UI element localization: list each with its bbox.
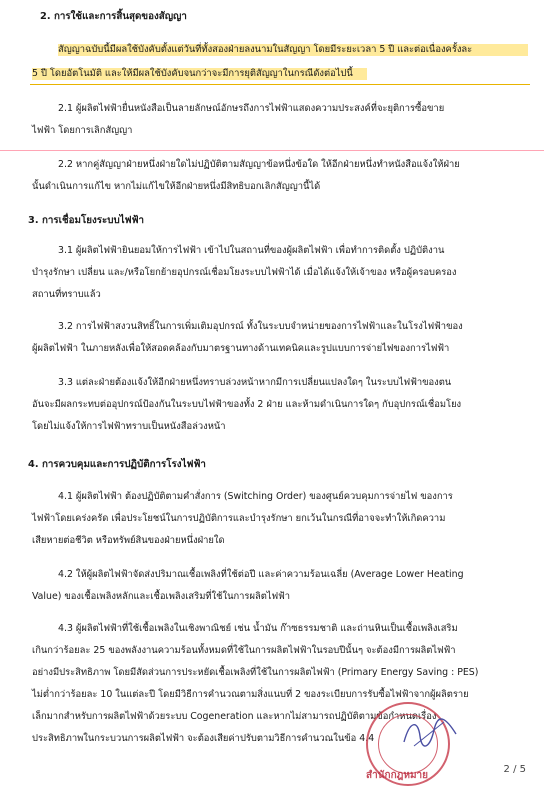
page-number: 2 / 5 — [503, 764, 526, 775]
stamp-label: สำนักกฎหมาย — [366, 770, 429, 781]
clause-2-1-line-1: 2.1 ผู้ผลิตไฟฟ้ายื่นหนังสือเป็นลายลักษณ์อักษรถึงการไฟฟ้าแสดงความประสงค์ที่จะยุติการซื้อขาย — [58, 103, 445, 114]
clause-4-2-line-1: 4.2 ให้ผู้ผลิตไฟฟ้าจัดส่งปริมาณเชื้อเพลิงที่ใช้ต่อปี และค่าความร้อนเฉลี่ย (Average Lower Heating — [58, 569, 464, 580]
clause-4-3-line-5: เล็กมากสำหรับการผลิตไฟฟ้าด้วยระบบ Cogeneration และหากไม่สามารถปฏิบัติตามข้อกำหนดเรื่อง — [32, 711, 437, 722]
signature-scribble — [400, 712, 460, 752]
clause-3-1-line-3: สถานที่ทราบแล้ว — [32, 289, 101, 300]
clause-3-3-line-2: อันจะมีผลกระทบต่ออุปกรณ์ป้องกันในระบบไฟฟ้าของทั้ง 2 ฝ่าย และห้ามดำเนินการใดๆ กับอุปกรณ์เชื่อมโยง — [32, 399, 462, 410]
section-4-heading: 4. การควบคุมและการปฏิบัติการโรงไฟฟ้า — [28, 459, 206, 470]
clause-3-2-line-2: ผู้ผลิตไฟฟ้า ในภายหลังเพื่อให้สอดคล้องกับมาตรฐานทางด้านเทคนิคและรูปแบบการจ่ายไฟของการไฟฟ้า — [32, 343, 450, 354]
section-3-heading: 3. การเชื่อมโยงระบบไฟฟ้า — [28, 215, 145, 226]
clause-4-1-line-2: ไฟฟ้าโดยเคร่งครัด เพื่อประโยชน์ในการปฏิบัติการและบำรุงรักษา ยกเว้นในกรณีที่อาจจะทำให้เกิดความ — [32, 513, 446, 524]
section-2-intro-line-2: 5 ปี โดยอัตโนมัติ และให้มีผลใช้บังคับจนกว่าจะมีการยุติสัญญาในกรณีดังต่อไปนี้ — [32, 68, 353, 79]
clause-4-3-line-4: ไม่ต่ำกว่าร้อยละ 10 ในแต่ละปี โดยมีวิธีการคำนวณตามสิ่งแนบที่ 2 ของระเบียบการรับซื้อไฟฟ้าจากผู้ผลิตราย — [32, 689, 469, 700]
clause-3-1-line-1: 3.1 ผู้ผลิตไฟฟ้ายินยอมให้การไฟฟ้า เข้าไปในสถานที่ของผู้ผลิตไฟฟ้า เพื่อทำการติดตั้ง ปฏิบัติงาน — [58, 245, 445, 256]
clause-3-2-line-1: 3.2 การไฟฟ้าสงวนสิทธิ์ในการเพิ่มเติมอุปกรณ์ ทั้งในระบบจำหน่ายของการไฟฟ้าและในโรงไฟฟ้าของ — [58, 321, 463, 332]
clause-3-3-line-3: โดยไม่แจ้งให้การไฟฟ้าทราบเป็นหนังสือล่วงหน้า — [32, 421, 226, 432]
clause-4-3-line-1: 4.3 ผู้ผลิตไฟฟ้าที่ใช้เชื้อเพลิงในเชิงพาณิชย์ เช่น น้ำมัน ก๊าซธรรมชาติ และถ่านหินเป็นเชื้อเพลิงเสริม — [58, 623, 458, 634]
clause-4-2-line-2: Value) ของเชื้อเพลิงหลักและเชื้อเพลิงเสริมที่ใช้ในการผลิตไฟฟ้า — [32, 591, 291, 602]
section-2-intro-line-1: สัญญาฉบับนี้มีผลใช้บังคับตั้งแต่วันที่ทั้งสองฝ่ายลงนามในสัญญา โดยมีระยะเวลา 5 ปี และต่อเนื่องครั้งละ — [58, 44, 473, 55]
section-2-heading: 2. การใช้และการสิ้นสุดของสัญญา — [40, 11, 187, 22]
clause-3-1-line-2: บำรุงรักษา เปลี่ยน และ/หรือโยกย้ายอุปกรณ์เชื่อมโยงระบบไฟฟ้าได้ เมื่อได้แจ้งให้เจ้าของ หรือผู้ครอบครอง — [32, 267, 457, 278]
clause-3-3-line-1: 3.3 แต่ละฝ่ายต้องแจ้งให้อีกฝ่ายหนึ่งทราบล่วงหน้าหากมีการเปลี่ยนแปลงใดๆ ในระบบไฟฟ้าของตน — [58, 377, 452, 388]
clause-2-2-line-1: 2.2 หากคู่สัญญาฝ่ายหนึ่งฝ่ายใดไม่ปฏิบัติตามสัญญาข้อหนึ่งข้อใด ให้อีกฝ่ายหนึ่งทำหนังสือแจ้งให้ฝ่าย — [58, 159, 460, 170]
clause-4-1-line-1: 4.1 ผู้ผลิตไฟฟ้า ต้องปฏิบัติตามคำสั่งการ (Switching Order) ของศูนย์ควบคุมการจ่ายไฟ ของการ — [58, 491, 453, 502]
pen-underline — [30, 84, 530, 85]
clause-4-3-line-6: ประสิทธิภาพในกระบวนการผลิตไฟฟ้า จะต้องเสียค่าปรับตามวิธีการคำนวณในข้อ 4.4 — [32, 733, 375, 744]
clause-4-3-line-2: เกินกว่าร้อยละ 25 ของพลังงานความร้อนทั้งหมดที่ใช้ในการผลิตไฟฟ้าในรอบปีนั้นๆ จะต้องมีการผลิตไฟฟ้า — [32, 645, 456, 656]
clause-4-3-line-3: อย่างมีประสิทธิภาพ โดยมีสัดส่วนการประหยัดเชื้อเพลิงที่ใช้ในการผลิตไฟฟ้า (Primary Energy Saving : PES) — [32, 667, 479, 678]
clause-2-1-line-2: ไฟฟ้า โดยการเลิกสัญญา — [32, 125, 133, 136]
divider-line — [0, 150, 544, 151]
clause-2-2-line-2: นั้นดำเนินการแก้ไข หากไม่แก้ไขให้อีกฝ่ายหนึ่งมีสิทธิบอกเลิกสัญญานี้ได้ — [32, 181, 321, 192]
clause-4-1-line-3: เสียหายต่อชีวิต หรือทรัพย์สินของฝ่ายหนึ่งฝ่ายใด — [32, 535, 225, 546]
